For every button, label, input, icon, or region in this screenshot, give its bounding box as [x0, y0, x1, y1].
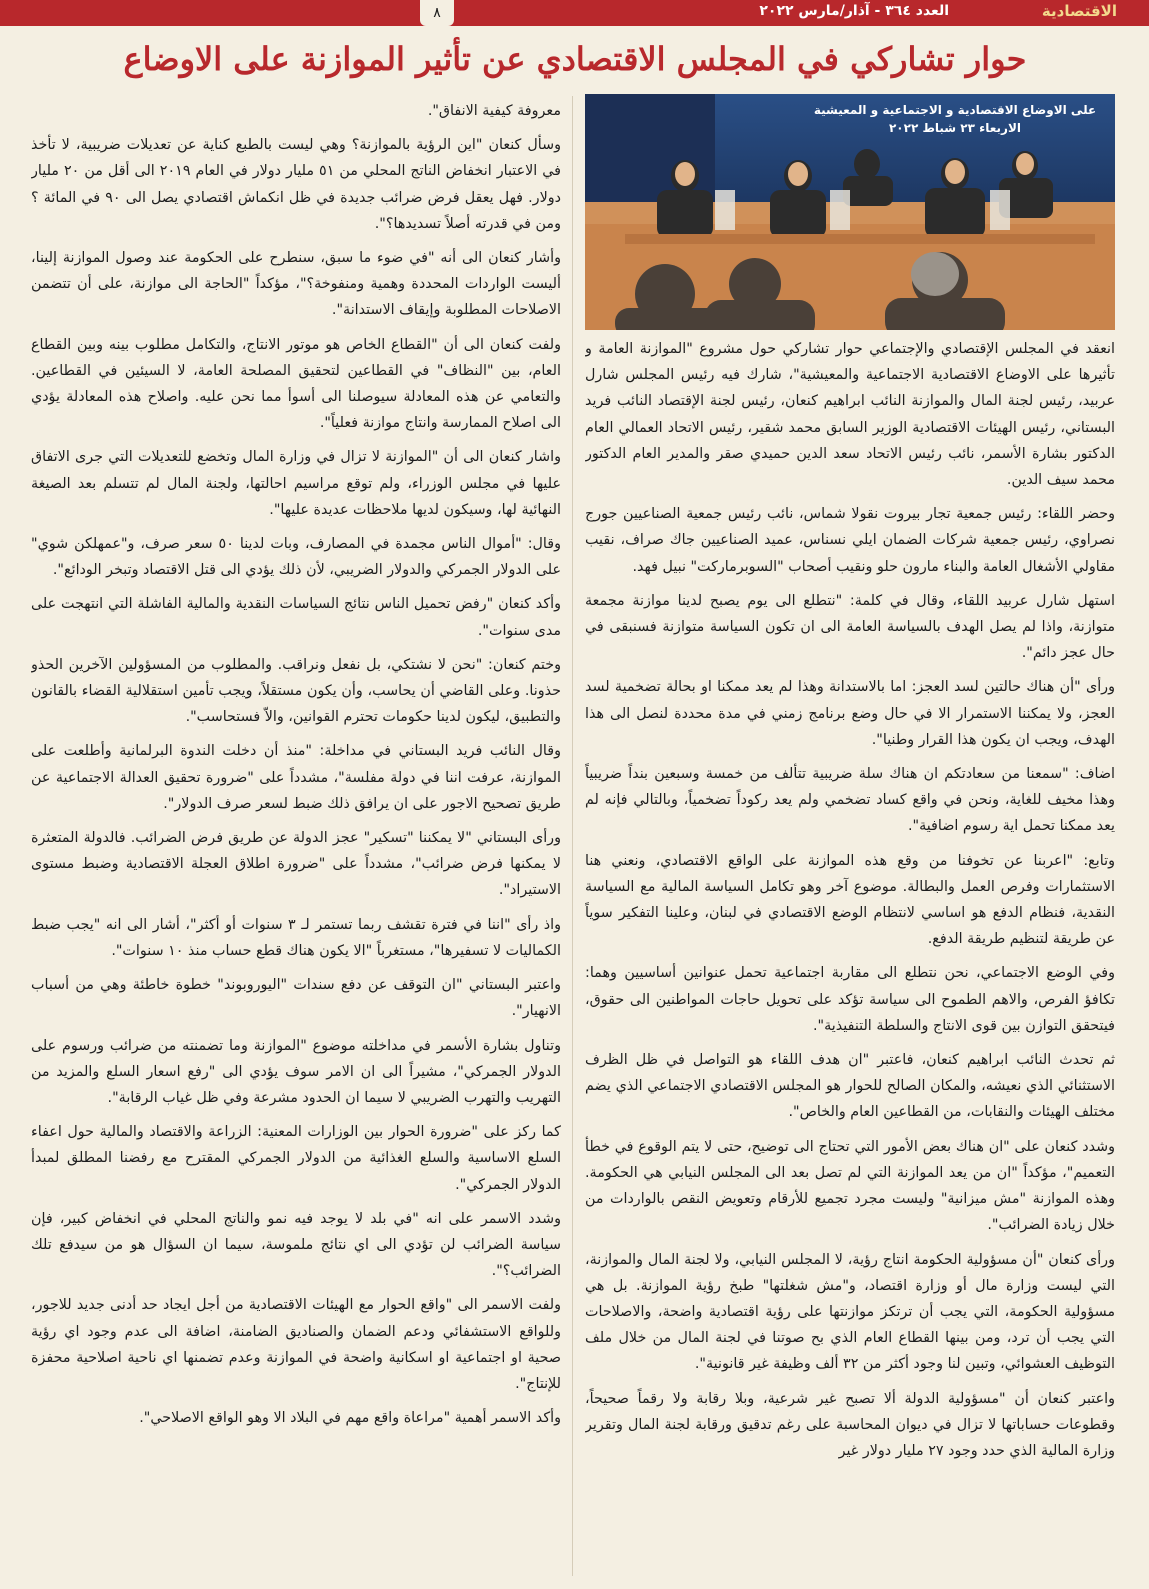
right-column-paragraphs: [585, 336, 1115, 1472]
article-headline: حوار تشاركي في المجلس الاقتصادي عن تأثير الموازنة على الاوضاع: [123, 40, 1027, 78]
article-paragraph: ولفت كنعان الى أن "القطاع الخاص هو موتور الانتاج، والتكامل مطلوب بينه وبين القطاع العام، بين "النظاف" في القطاعين لتحقيق المصلحة العامة، لا السيئين في القطاعين. والتعامي عن هذه المعادلة سيوصلنا الى أسوأ مما نحن عليه. واصلاح هذه المعادلة يؤدي الى اصلاح الممارسة وانتاج موازنة فعلياً".: [31, 336, 561, 432]
article-paragraph: انعقد في المجلس الإقتصادي والإجتماعي حوار تشاركي حول مشروع "الموازنة العامة و تأثيرها على الاوضاع الاقتصادية الاجتماعية والمعيشية"، شارك فيه رئيس المجلس شارل عربيد، رئيس لجنة المال والموازنة النائب ابراهيم كنعان، رئيس لجنة الإقتصاد النائب فريد البستاني، رئيس الهيئات الاقتصادية الوزير السابق محمد شقير، رئيس الاتحاد العمالي العام الدكتور بشارة الأسمر، نائب رئيس الاتحاد سعد الدين حميدي صقر والمدير العام الدكتور محمد سيف الدين.: [585, 341, 1115, 489]
article-paragraph: واذ رأى "اننا في فترة تقشف ربما تستمر لـ ٣ سنوات أو أكثر"، أشار الى انه "يجب ضبط الكماليات لا تسفيرها"، مستغرباً "الا يكون هناك قطع حساب منذ ١٠ سنوات".: [31, 916, 561, 959]
magazine-name: الاقتصادية: [1041, 2, 1117, 20]
article-paragraph: وختم كنعان: "نحن لا نشتكي، بل نفعل ونراقب. والمطلوب من المسؤولين الآخرين الحذو حذونا. وعلى القاضي أن يحاسب، وأن يكون مستقلاً، ويجب تأمين استقلالية القضاء بالقانون والتطبيق، ليكون لدينا حكومات تحترم القوانين، والاّ فستحاسب".: [31, 656, 561, 726]
article-paragraph: وأكد الاسمر أهمية "مراعاة واقع مهم في البلاد الا وهو الواقع الاصلاحي".: [139, 1410, 561, 1427]
photo-banner-line1: على الاوضاع الاقتصادية و الاجتماعية و المعيشية: [813, 103, 1097, 117]
photo-banner-line2: الاربعاء ٢٣ شباط ٢٠٢٢: [888, 121, 1022, 135]
article-paragraph: كما ركز على "ضرورة الحوار بين الوزارات المعنية: الزراعة والاقتصاد والمالية حول اعفاء السلع الاساسية والسلع الغذائية من الدولار الجمركي المقترح مع رفضنا المطلق لمبدأ الدولار الجمركي".: [31, 1124, 561, 1193]
article-paragraph: واشار كنعان الى أن "الموازنة لا تزال في وزارة المال وتخضع للتعديلات التي جرى الاتفاق عليها في مجلس الوزراء، ولم توقع مراسيم احالتها، ولجنة المال لم تتسلم بعد الصيغة النهائية لها، وسيكون لديها ملاحظات عديدة عليها".: [31, 449, 561, 518]
article-paragraph: واعتبر البستاني "ان التوقف عن دفع سندات "اليوروبوند" خطوة خاطئة وهي من أسباب الانهيار".: [31, 977, 561, 1020]
article-paragraph: وقال النائب فريد البستاني في مداخلة: "منذ أن دخلت الندوة البرلمانية وأطلعت على الموازنة، عرفت اننا في دولة مفلسة"، مشدداً على "ضرورة تحقيق العدالة الاجتماعية عن طريق تصحيح الاجور على ان يرافق ذلك ضبط لسعر صرف الدولار".: [31, 743, 561, 812]
article-paragraph: واعتبر كنعان أن "مسؤولية الدولة ألا تصبح غير شرعية، وبلا رقابة ولا رقماً صحيحاً، وقطوعات حساباتها لا تزال في ديوان المحاسبة على رغم تدقيق ورقابة لجنة المال وتقرير وزارة المالية الذي حدد وجود ٢٧ مليار دولار غير: [585, 1390, 1115, 1459]
column-divider: [572, 96, 573, 1576]
conference-photo-illustration: [585, 94, 1115, 330]
article-paragraph: اضاف: "سمعنا من سعادتكم ان هناك سلة ضريبية تتألف من خمسة وسبعين بنداً ضريبياً وهذا مخيف للغاية، ونحن في واقع كساد تضخمي ولم يعد ركوداً تضخمياً، وبالتالي فإنه لم يعد ممكنا تحمل اية رسوم اضافية".: [585, 766, 1115, 835]
article-paragraph: وشدد الاسمر على انه "في بلد لا يوجد فيه نمو والناتج المحلي في انخفاض كبير، فإن سياسة الضرائب لن تؤدي الى اي نتائج ملموسة، سيما ان السؤال هو من سيدفع تلك الضرائب؟".: [31, 1210, 561, 1280]
article-paragraph: ورأى البستاني "لا يمكننا "تسكير" عجز الدولة عن طريق فرض الضرائب. فالدولة المتعثرة لا يمكنها فرض ضرائب"، مشدداً على "ضرورة اطلاق العجلة الاقتصادية وضبط مستوى الاستيراد".: [31, 830, 561, 899]
article-paragraph: وشدد كنعان على "ان هناك بعض الأمور التي تحتاج الى توضيح، حتى لا يتم الوقوع في خطأ التعميم"، مؤكداً "ان من يعد الموازنة التي لم تصل بعد الى المجلس النيابي هي الحكومة. وهذه الموازنة "مش ميزانية" وليست مجرد تجميع للأرقام وتعويض النقص بالواردات من خلال زيادة الضرائب".: [585, 1138, 1115, 1234]
article-paragraph: وفي الوضع الاجتماعي، نحن نتطلع الى مقاربة اجتماعية تحمل عنوانين أساسيين وهما: تكافؤ الفرص، والاهم الطموح الى سياسة تؤكد على تحويل حاجات المواطنين الى حقوق، فيتحقق التوازن بين قوى الانتاج والسلطة التنفيذية".: [585, 965, 1115, 1034]
page-number: ٨: [420, 0, 454, 26]
article-paragraph: استهل شارل عربيد اللقاء، وقال في كلمة: "نتطلع الى يوم يصبح لدينا موازنة مجمعة متوازنة، واذا لم يصل الهدف بالسياسة العامة الى ان تكون السياسة متوازنة فسنبقى في حال عجز دائم".: [585, 592, 1115, 662]
article-paragraph: وحضر اللقاء: رئيس جمعية تجار بيروت نقولا شماس، نائب رئيس جمعية الصناعيين جورج نصراوي، رئيس جمعية شركات الضمان ايلي نسناس، عميد الصناعيين جاك صراف، نقيب مقاولي الأشغال العامة والبناء مارون حلو ونقيب أصحاب "السوبرماركت" نبيل فهد.: [585, 506, 1115, 575]
issue-line: العدد ٣٦٤ - آذار/مارس ٢٠٢٢: [759, 3, 949, 19]
left-column-paragraphs: [31, 98, 561, 1439]
article-paragraph: وأكد كنعان "رفض تحميل الناس نتائج السياسات النقدية والمالية الفاشلة التي انتهجت على مدى سنوات".: [31, 596, 561, 639]
article-paragraph: معروفة كيفية الانفاق".: [427, 103, 561, 119]
conference-photo: [585, 94, 1115, 330]
article-paragraph: وتابع: "اعربنا عن تخوفنا من وقع هذه الموازنة على الواقع الاقتصادي، ونعني هنا الاستثمارات وفرص العمل والبطالة. موضوع آخر وهو تكامل السياسة المالية مع السياسة النقدية، فنظام الدفع هو اساسي لانتظام الوضع الاقتصادي في لبنان، وعلينا التفكير سوياً عن طريقة لتنظيم طريقة الدفع.: [585, 852, 1115, 948]
article-paragraph: وأشار كنعان الى أنه "في ضوء ما سبق، سنطرح على الحكومة عند وصول الموازنة إلينا، أليست الواردات المحددة وهمية ومنفوخة؟"، مؤكداً "الحاجة الى موازنة، على أن تتضمن الاصلاحات المطلوبة وإيقاف الاستدانة".: [31, 250, 561, 319]
article-paragraph: ورأى "أن هناك حالتين لسد العجز: اما بالاستدانة وهذا لم يعد ممكنا او بحالة تضخمية لسد العجز، ولا يمكننا الاستمرار الا في حال وضع برنامج زمني في مدة محددة لنصل الى هذا الهدف، ويجب ان يكون هذا القرار وطنيا".: [585, 679, 1115, 748]
article-paragraph: وقال: "أموال الناس مجمدة في المصارف، وبات لدينا ٥٠ سعر صرف، و"عمهلكن شوي" على الدولار الجمركي والدولار الضريبي، لأن ذلك يؤدي الى قتل الاقتصاد وتبخر الودائع".: [31, 536, 561, 579]
top-bar: [0, 0, 1149, 26]
article-paragraph: ولفت الاسمر الى "واقع الحوار مع الهيئات الاقتصادية من أجل ايجاد حد أدنى جديد للاجور، وللواقع الاستشفائي ودعم الضمان والصناديق الضامنة، اضافة الى عدم وجود اي رؤية صحية او اجتماعية او اسكانية واضحة في الموازنة وعدم تضمنها اي ناحية اصلاحية محفزة للإنتاج".: [31, 1297, 561, 1392]
article-paragraph: وسأل كنعان "اين الرؤية بالموازنة؟ وهي ليست بالطبع كناية عن تعديلات ضريبية، لا تأخذ في الاعتبار انخفاض الناتج المحلي من ٥١ مليار دولار في العام ٢٠١٩ الى أقل من ٢٠ مليار دولار. فهل يعقل فرض ضرائب جديدة في ظل انكماش اقتصادي يصل الى ٩٠ في المائة ؟ ومن في قدرته أصلاً تسديدها؟".: [31, 137, 561, 232]
right-column: [585, 94, 1115, 1584]
article-paragraph: وتناول بشارة الأسمر في مداخلته موضوع "الموازنة وما تضمنته من ضرائب ورسوم على الدولار الجمركي"، مشيراً الى ان الامر سوف يؤدي الى "رفع اسعار السلع والمزيد من التهريب والتهرب الضريبي لا سيما ان الحدود مشرعة وفي ظل غياب الرقابة".: [31, 1037, 561, 1106]
article-paragraph: ورأى كنعان "أن مسؤولية الحكومة انتاج رؤية، لا المجلس النيابي، ولا لجنة المال والموازنة، التي ليست وزارة مال أو وزارة اقتصاد، و"مش شغلتها" طبخ رؤية الموازنة. بل هي مسؤولية الحكومة، التي يجب أن ترتكز موازنتها على رؤية اقتصادية واضحة، والاصلاحات التي يجب أن ترد، ومن بينها القطاع العام الذي بح صوتنا في لجنة المال من خلال ملف التوظيف العشوائي، وتبين لنا وجود أكثر من ٣٢ ألف وظيفة غير قانونية".: [585, 1251, 1115, 1373]
article-paragraph: ثم تحدث النائب ابراهيم كنعان، فاعتبر "ان هدف اللقاء هو التواصل في ظل الظرف الاستثنائي الذي نعيشه، والمكان الصالح للحوار هو المجلس الاقتصادي الاجتماعي الذي يضم مختلف الهيئات والنقابات، من القطاعين العام والخاص".: [585, 1052, 1115, 1121]
left-column: [31, 94, 561, 1584]
